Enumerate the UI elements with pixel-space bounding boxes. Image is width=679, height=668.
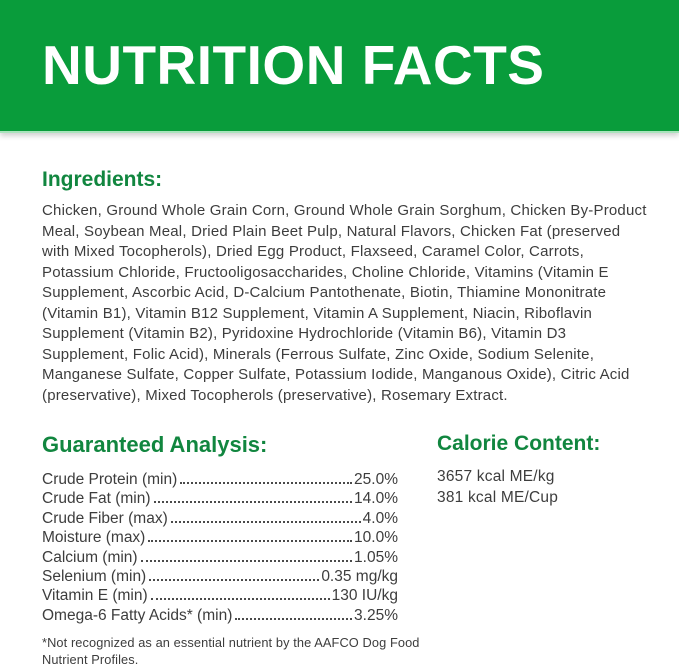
analysis-label: Crude Fat (min) — [42, 490, 151, 508]
analysis-row-moisture — [42, 528, 398, 547]
analysis-row-crude-protein — [42, 470, 398, 489]
ingredients-heading: Ingredients: — [42, 168, 163, 191]
dotted-leader — [141, 560, 352, 562]
analysis-row-crude-fat — [42, 489, 398, 508]
analysis-value: 25.0% — [354, 471, 398, 488]
calorie-line-per-kg: 3657 kcal ME/kg — [437, 468, 555, 485]
analysis-row-calcium — [42, 548, 398, 567]
analysis-label: Selenium (min) — [42, 568, 147, 586]
guaranteed-analysis-heading: Guaranteed Analysis: — [42, 432, 268, 457]
dotted-leader — [235, 618, 352, 620]
dotted-leader — [148, 540, 352, 542]
analysis-row-omega-6 — [42, 606, 398, 625]
dotted-leader — [180, 482, 352, 484]
analysis-value: 0.35 mg/kg — [321, 568, 398, 586]
label-content — [0, 133, 679, 668]
dotted-leader — [149, 579, 319, 581]
analysis-label: Calcium (min) — [42, 548, 138, 566]
analysis-value: 10.0% — [354, 529, 398, 547]
header-banner — [0, 0, 679, 133]
guaranteed-analysis-section — [42, 432, 420, 668]
analysis-and-calories — [42, 432, 637, 668]
analysis-row-selenium — [42, 567, 398, 586]
calorie-content-section — [437, 432, 600, 668]
aafco-footnote: *Not recognized as an essential nutrient by the AAFCO Dog Food Nutrient Profiles. — [42, 635, 420, 668]
ingredients-text: Chicken, Ground Whole Grain Corn, Ground Whole Grain Sorghum, Chicken By-Product Meal, Soybean Meal, Dried Plain Beet Pulp, Natural Flavors, Chicken Fat (preserved with Mixed Tocopherols), Dried Egg Product, Flaxseed, Caramel Color, Carrots, Potassium Chloride, Fructooligosaccharides, Choline Chloride, Vitamins (Vitamin E Supplement, Ascorbic Acid, D-Calcium Pantothenate, Biotin, Thiamine Mononitrate (Vitamin B1), Vitamin B12 Supplement, Vitamin A Supplement, Niacin, Riboflavin Supplement (Vitamin B2), Pyridoxine Hydrochloride (Vitamin B6), Vitamin D3 Supplement, Folic Acid), Minerals (Ferrous Sulfate, Zinc Oxide, Sodium Selenite, Manganese Sulfate, Copper Sulfate, Potassium Iodide, Manganous Oxide), Citric Acid (preservative), Mixed Tocopherols (preservative), Rosemary Extract. — [42, 202, 647, 404]
analysis-label: Crude Protein (min) — [42, 471, 178, 488]
calorie-line-per-cup: 381 kcal ME/Cup — [437, 489, 559, 506]
analysis-value: 14.0% — [354, 490, 398, 508]
guaranteed-analysis-table — [42, 470, 398, 625]
analysis-label: Crude Fiber (max) — [42, 509, 168, 527]
ingredients-section — [42, 168, 647, 406]
analysis-row-vitamin-e — [42, 586, 398, 605]
analysis-value: 1.05% — [354, 548, 398, 566]
analysis-value: 3.25% — [354, 606, 398, 624]
analysis-value: 130 IU/kg — [331, 587, 398, 605]
analysis-value: 4.0% — [362, 509, 398, 527]
dotted-leader — [154, 501, 353, 503]
dotted-leader — [151, 598, 330, 600]
dotted-leader — [171, 521, 361, 523]
analysis-label: Omega-6 Fatty Acids* (min) — [42, 606, 233, 624]
analysis-label: Moisture (max) — [42, 529, 146, 547]
page-title: NUTRITION FACTS — [42, 34, 545, 96]
analysis-label: Vitamin E (min) — [42, 587, 148, 605]
analysis-row-crude-fiber — [42, 509, 398, 528]
calorie-content-heading: Calorie Content: — [437, 432, 601, 455]
